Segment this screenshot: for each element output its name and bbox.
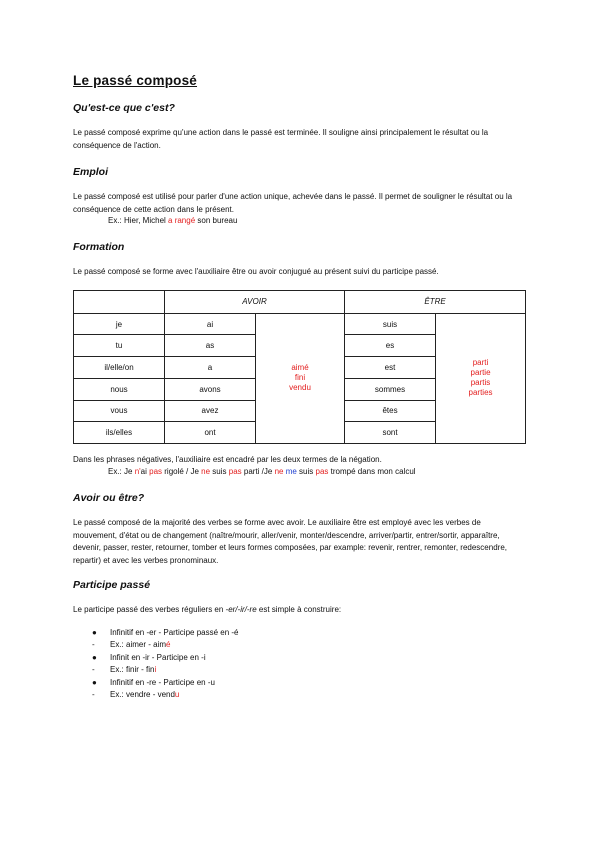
page-title: Le passé composé xyxy=(73,73,198,88)
paragraph-avoir-etre: Le passé composé de la majorité des verbes se forme avec avoir. Le auxiliaire être est employé avec les verbes de mouvement, d'état ou de changement (naître/mourir, aller/venir, monter/descendre, arriver/partir, entrer/sortir, apparaître, devenir, passer, rester, retourner, tomber et leurs formes composées, par example: revenir, rentrer, remonter, redescendre, repartir) et avec les verbes pronominaux. xyxy=(73,518,507,565)
heading-formation: Formation xyxy=(73,241,125,253)
participle: partie xyxy=(470,368,491,378)
list-item: ● Infinitif en -er - Participe passé en -é xyxy=(92,628,239,637)
paragraph-formation: Le passé composé se forme avec l'auxiliaire être ou avoir conjugué au présent suivi du participe passé. xyxy=(73,267,439,276)
pronoun-cell: il/elle/on xyxy=(74,357,165,379)
etre-cell: est xyxy=(345,357,436,379)
pronoun-cell: nous xyxy=(74,378,165,400)
avoir-cell: ai xyxy=(165,313,256,335)
avoir-cell: avons xyxy=(165,378,256,400)
etre-participles-cell xyxy=(436,313,526,443)
list-item: ● Infinit en -ir - Participe en -i xyxy=(92,652,206,662)
heading-participe: Participe passé xyxy=(73,579,151,591)
heading-avoir-etre: Avoir ou être? xyxy=(73,492,145,504)
example-emploi: Ex.: Hier, Michel a rangé son bureau xyxy=(108,216,238,225)
avoir-participles-cell xyxy=(256,313,345,443)
participle-rules-list xyxy=(92,627,239,701)
participle: vendu xyxy=(289,383,311,393)
table-corner xyxy=(74,291,165,314)
etre-cell: suis xyxy=(345,313,436,335)
participle: fini xyxy=(294,373,306,383)
paragraph-quest: Le passé composé exprime qu'une action dans le passé est terminée. Il souligne ainsi principalement le résultat ou la conséquence de l'action. xyxy=(73,128,489,150)
pronoun-cell: vous xyxy=(74,400,165,422)
list-item: - Ex.: aimer - aimé xyxy=(92,640,171,650)
etre-cell: êtes xyxy=(345,400,436,422)
etre-cell: es xyxy=(345,335,436,357)
list-item: - Ex.: finir - fini xyxy=(92,665,157,675)
participle: aimé xyxy=(291,363,309,373)
participle: parties xyxy=(468,388,493,398)
pronoun-cell: ils/elles xyxy=(74,422,165,444)
pronoun-cell: tu xyxy=(74,335,165,357)
participle: partis xyxy=(470,378,491,388)
heading-emploi: Emploi xyxy=(73,166,109,178)
etre-cell: sont xyxy=(345,422,436,444)
avoir-cell: as xyxy=(165,335,256,357)
heading-quest: Qu'est-ce que c'est? xyxy=(73,102,175,114)
header-avoir: AVOIR xyxy=(165,291,345,314)
list-item: ● Infinitif en -re - Participe en -u xyxy=(92,677,215,687)
avoir-cell: a xyxy=(165,357,256,379)
table-row xyxy=(74,313,526,335)
header-etre: ÊTRE xyxy=(345,291,526,314)
avoir-cell: avez xyxy=(165,400,256,422)
etre-cell: sommes xyxy=(345,378,436,400)
conjugation-table xyxy=(73,290,526,444)
paragraph-negation: Dans les phrases négatives, l'auxiliaire est encadré par les deux termes de la négation. xyxy=(73,455,382,464)
paragraph-participe: Le participe passé des verbes réguliers en -er/-ir/-re est simple à construire: xyxy=(73,605,342,614)
list-item: - Ex.: vendre - vendu xyxy=(92,689,180,699)
example-negation: Ex.: Je n'ai pas rigolé / Je ne suis pas parti /Je ne me suis pas trompé dans mon calcul xyxy=(108,467,416,476)
pronoun-cell: je xyxy=(74,313,165,335)
paragraph-emploi: Le passé composé est utilisé pour parler d'une action unique, achevée dans le passé. Il permet de souligner le résultat ou la conséquence de cette action dans le présent. xyxy=(73,192,513,214)
participle: parti xyxy=(472,358,489,368)
avoir-cell: ont xyxy=(165,422,256,444)
